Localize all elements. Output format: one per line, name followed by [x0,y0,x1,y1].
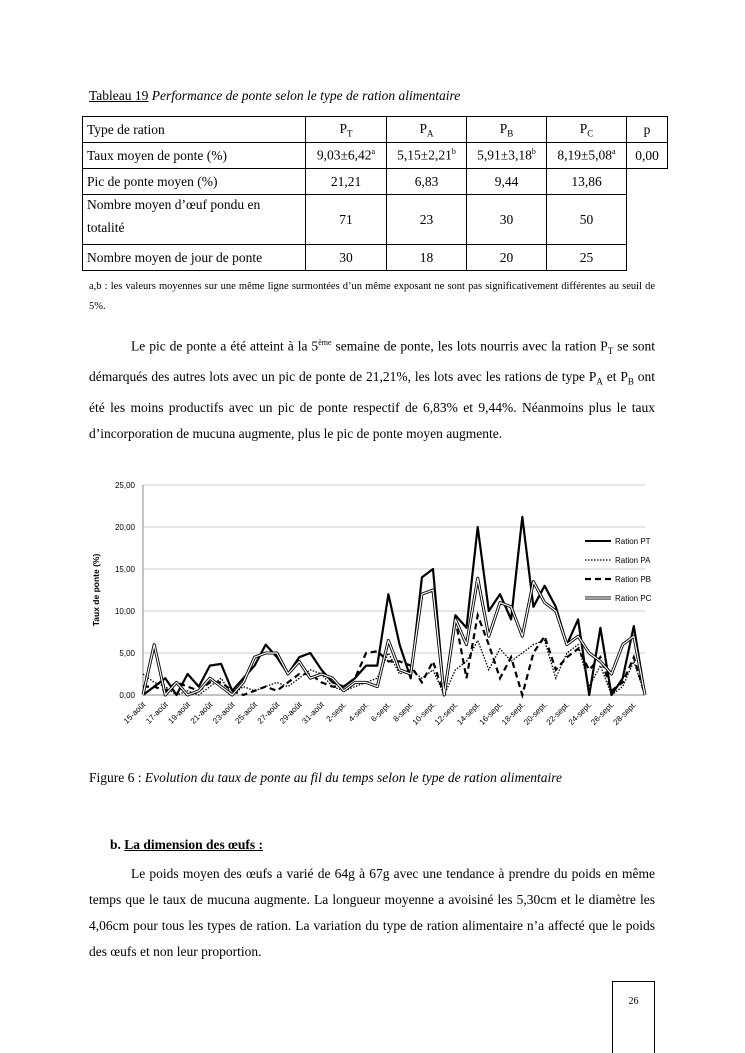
empty-cell [627,195,668,245]
table-row [83,195,668,245]
x-tick-label: 18-sept. [499,700,527,727]
cell: 8,19±5,08$^a$ [547,143,627,169]
header-type: Type de ration [83,117,306,143]
x-tick-label: 21-août [188,700,215,726]
x-tick-label: 26-sept. [589,700,616,727]
cell: 71 [306,195,387,245]
row-label: Taux moyen de ponte (%) [83,143,306,169]
y-tick-label: 0,00 [119,691,135,700]
cell: 30 [467,195,547,245]
cell: 9,03±6,42$^a$ [306,143,387,169]
x-tick-label: 20-sept. [522,700,550,727]
cell: 6,83 [387,169,467,195]
cell: 25 [547,245,627,271]
section-heading [110,837,263,853]
x-tick-label: 2-sept. [324,700,349,724]
p-value: 0,00 [627,143,668,169]
performance-table [82,116,668,271]
x-tick-label: 10-sept. [410,700,438,727]
x-tick-label: 19-août [166,700,193,726]
figure-caption [89,770,562,786]
cell: 13,86 [547,169,627,195]
x-tick-label: 22-sept. [544,700,572,727]
cell: 5,91±3,18$^b$ [467,143,547,169]
cell: 20 [467,245,547,271]
table-header-row [83,117,668,143]
legend-label: Ration PC [615,594,652,603]
cell: 5,15±2,21$^b$ [387,143,467,169]
x-tick-label: 25-août [233,700,259,726]
y-tick-label: 20,00 [114,523,135,532]
laying-rate-chart [85,475,665,760]
table-row [83,169,668,195]
table-row [83,245,668,271]
x-tick-label: 17-août [144,700,170,726]
page-number-box [612,981,655,1024]
x-tick-label: 24-sept. [566,700,594,727]
x-tick-label: 23-août [211,700,237,726]
header-pt: $P_T$ [306,117,387,143]
cell: 18 [387,245,467,271]
section-number: b. [110,837,125,852]
row-label: Pic de ponte moyen (%) [83,169,306,195]
section-title: La dimension des œufs : [124,837,264,852]
page-number: 26 [628,996,639,1007]
table-caption [89,88,460,104]
cell: 9,44 [467,169,547,195]
y-axis-label: Taux de ponte (%) [91,553,101,627]
series-line-pa [143,640,645,695]
y-tick-label: 15,00 [114,565,135,574]
x-tick-label: 4-sept. [346,700,371,724]
empty-cell [627,169,668,195]
x-tick-label: 31-août [300,700,326,726]
cell: 50 [547,195,627,245]
figure-caption-label: Figure 6 : [89,770,145,785]
y-tick-label: 5,00 [119,649,135,658]
header-p: p [627,117,668,143]
empty-cell [627,245,668,271]
row-label: Nombre moyen d’œuf pondu en totalité [83,195,306,245]
header-pb: $P_B$ [467,117,547,143]
paragraph-egg-size: Le poids moyen des œufs a varié de 64g à 67g avec une tendance à prendre du poids en même temps que le taux de mucuna augmente. La longueur moyenne a avoisiné les 5,30cm et le diamètre les 4,06cm pour tous les types de ration. La variation du type de ration alimentaire n’a affecté que le poids des œufs et non leur proportion. [89,866,655,959]
x-tick-label: 6-sept. [369,700,393,724]
x-tick-label: 8-sept. [391,700,416,724]
y-tick-label: 25,00 [114,481,135,490]
table-row [83,143,668,169]
cell: 23 [387,195,467,245]
series-line-pt [143,517,645,695]
page-border-line [612,1024,655,1053]
x-tick-label: 29-août [278,700,304,726]
figure-caption-title: Evolution du taux de ponte au fil du temps selon le type de ration alimentaire [144,770,563,785]
legend-label: Ration PT [615,537,651,546]
x-tick-label: 12-sept. [432,700,460,727]
table-caption-title: Performance de ponte selon le type de ration alimentaire [151,88,461,103]
legend-label: Ration PA [615,556,651,565]
x-tick-label: 28-sept. [611,700,639,727]
x-tick-label: 27-août [255,700,282,726]
cell: 30 [306,245,387,271]
legend-label: Ration PB [615,575,652,584]
table-caption-label: Tableau 19 [89,88,149,103]
paragraph-peak: Le pic de ponte a été atteint à la 5ème semaine de ponte, les lots nourris avec la ration $P_T$ se sont démarqués des autres lots avec un pic de ponte de 21,21%, les lots avec les rations de type $P_A$ et $P_B$ ont été les moins productifs avec un pic de ponte respectif de 6,83% et 9,44%. Néanmoins plus le taux d’incorporation de mucuna augmente, plus le pic de ponte moyen augmente. [89,338,656,441]
x-tick-label: 14-sept. [455,700,483,727]
table-note: a,b : les valeurs moyennes sur une même ligne surmontées d’un même exposant ne sont pas significativement différentes au seuil de 5%. [89,281,655,312]
y-tick-label: 10,00 [114,607,135,616]
x-tick-label: 16-sept. [477,700,505,727]
x-tick-label: 15-août [121,700,148,726]
cell: 21,21 [306,169,387,195]
header-pc: $P_C$ [547,117,627,143]
row-label: Nombre moyen de jour de ponte [83,245,306,271]
header-pa: $P_A$ [387,117,467,143]
